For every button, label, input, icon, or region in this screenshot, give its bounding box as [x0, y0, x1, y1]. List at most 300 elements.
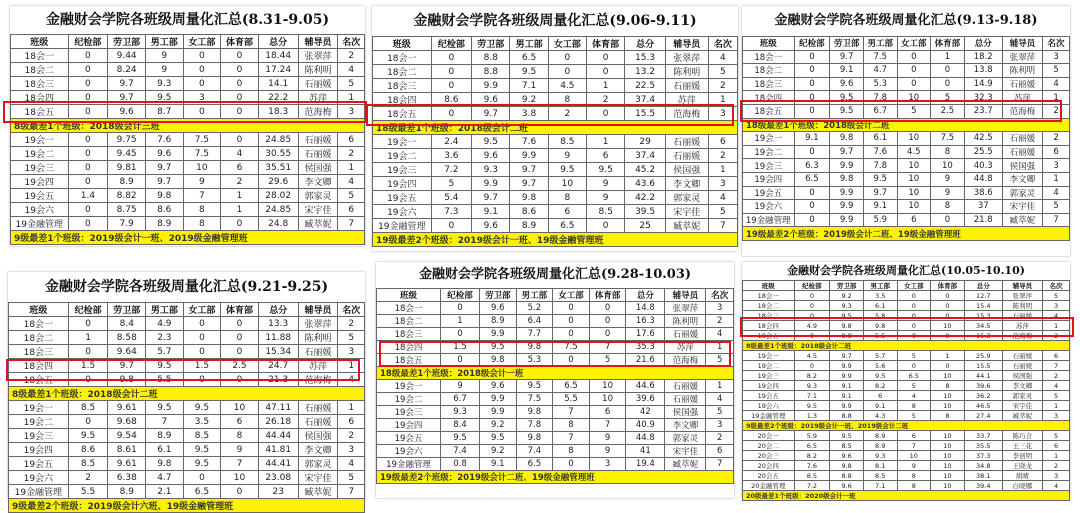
table-row	[373, 219, 738, 233]
table-cell: 6.1	[863, 301, 897, 311]
table-cell: 19会四	[9, 443, 69, 457]
note-text: 20级最差1个班级：2020级会计一班	[743, 491, 1070, 501]
table-cell: 13.8	[964, 64, 1002, 78]
table-cell: 15.3	[625, 51, 666, 65]
table-cell: 2.3	[146, 331, 184, 345]
worst-class-note	[373, 121, 738, 135]
table-cell: 宋宇佳	[1002, 401, 1042, 411]
table-cell: 5	[1043, 64, 1070, 78]
table-cell: 4.5	[794, 351, 830, 361]
table-cell: 18会四	[377, 341, 441, 354]
table-row	[743, 441, 1070, 451]
table-cell: 18会一	[743, 291, 795, 301]
table-cell: 8.5	[68, 457, 108, 471]
table-cell: 0	[931, 301, 965, 311]
table-cell: 5	[338, 471, 365, 485]
table-cell: 6	[708, 135, 737, 149]
table-cell: 5	[1043, 200, 1070, 214]
worst-class-note	[9, 387, 365, 401]
table-cell: 5.9	[794, 431, 830, 441]
note-text: 9级最差2个班级：2019级会计六班、19级金融管理班	[9, 499, 365, 513]
table-cell: 9.1	[479, 458, 516, 471]
column-header: 总分	[964, 281, 1002, 291]
table-cell: 5.5	[68, 485, 108, 499]
table-cell: 9.9	[830, 361, 864, 371]
table-cell: 9.5	[146, 359, 184, 373]
table-cell: 30.55	[258, 147, 298, 161]
table-row	[373, 65, 738, 79]
table-row	[743, 451, 1070, 461]
table-cell: 39.6	[626, 393, 665, 406]
table-cell: 9.5	[830, 91, 864, 105]
header-row	[743, 37, 1070, 51]
table-cell: 1	[338, 359, 365, 373]
table-cell: 19会六	[743, 200, 795, 214]
table-cell: 9.5	[441, 432, 480, 445]
table-cell: 9.8	[830, 172, 864, 186]
table-cell: 6.1	[863, 132, 897, 146]
table-cell: 41	[626, 445, 665, 458]
table-cell: 李文卿	[665, 177, 708, 191]
table-cell: 5	[897, 381, 931, 391]
note-text: 9级最差1个班级：2019级会计一班、2019级金融管理班	[11, 231, 365, 245]
table-cell: 8	[183, 217, 221, 231]
table-cell: 9.5	[479, 432, 516, 445]
table-row	[377, 432, 734, 445]
column-header: 男工部	[510, 37, 548, 51]
table-cell: 18会三	[9, 345, 69, 359]
table-cell: 10	[931, 321, 965, 331]
table-cell: 石丽媛	[665, 328, 706, 341]
table-cell: 8.9	[108, 485, 146, 499]
table-cell: 范海梅	[298, 105, 338, 119]
table-cell: 23.7	[964, 104, 1002, 118]
table-cell: 1	[931, 50, 965, 64]
table-cell: 7	[183, 189, 221, 203]
table-cell: 李文卿	[298, 443, 338, 457]
table-cell: 32.3	[964, 91, 1002, 105]
table-cell: 18会二	[377, 315, 441, 328]
table-cell: 王晓龙	[1002, 461, 1042, 471]
table-row	[9, 401, 365, 415]
table-cell: 8.61	[108, 443, 146, 457]
table-cell: 9.3	[830, 301, 864, 311]
table-cell: 6.3	[794, 159, 830, 173]
table-cell: 9.6	[472, 219, 510, 233]
score-table	[8, 302, 365, 513]
table-cell: 7.6	[863, 145, 897, 159]
table-cell: 8	[897, 481, 931, 491]
table-cell: 臧萃妮	[665, 458, 706, 471]
table-cell: 石丽媛	[1002, 311, 1042, 321]
table-cell: 8.6	[431, 93, 472, 107]
table-cell: 0	[794, 291, 830, 301]
table-cell: 1	[1043, 91, 1070, 105]
table-cell: 0	[897, 291, 931, 301]
table-cell: 5.8	[863, 311, 897, 321]
table-cell: 19会六	[377, 445, 441, 458]
table-cell: 17.24	[258, 63, 298, 77]
table-cell: 7.8	[516, 419, 553, 432]
table-cell: 0	[221, 49, 259, 63]
column-header: 辅导员	[1002, 37, 1042, 51]
table-cell: 0	[931, 291, 965, 301]
table-cell: 42.2	[625, 191, 666, 205]
table-cell: 8	[553, 445, 590, 458]
worst-class-note	[9, 499, 365, 513]
table-cell: 9.61	[108, 401, 146, 415]
table-cell: 1	[338, 161, 365, 175]
table-cell: 石丽媛	[298, 133, 338, 147]
table-row	[11, 133, 365, 147]
table-cell: 0	[553, 315, 590, 328]
table-cell: 0	[221, 133, 259, 147]
column-header: 体育部	[587, 37, 625, 51]
table-cell: 19会一	[11, 133, 69, 147]
table-row	[11, 77, 365, 91]
table-row	[11, 189, 365, 203]
table-cell: 0	[548, 51, 586, 65]
table-cell: 陈利明	[1002, 64, 1042, 78]
table-cell: 5	[338, 77, 365, 91]
table-cell: 1	[1043, 321, 1070, 331]
table-row	[11, 91, 365, 105]
table-cell: 苏萍	[1002, 321, 1042, 331]
table-cell: 19金融管理	[9, 485, 69, 499]
table-cell: 43.6	[625, 177, 666, 191]
table-cell: 4.9	[146, 317, 184, 331]
table-cell: 0	[183, 345, 221, 359]
table-cell: 9.7	[108, 77, 146, 91]
table-cell: 9.7	[830, 145, 864, 159]
table-cell: 25	[625, 219, 666, 233]
table-cell: 9.81	[108, 161, 146, 175]
table-cell: 6	[897, 431, 931, 441]
table-row	[743, 132, 1070, 146]
table-cell: 4	[1043, 381, 1070, 391]
panel-title: 金融财会学院各班级周量化汇总(9.13-9.18)	[774, 13, 1038, 28]
table-cell: 0	[68, 175, 108, 189]
table-cell: 0	[183, 63, 221, 77]
table-row	[11, 161, 365, 175]
table-cell: 9.54	[108, 429, 146, 443]
table-cell: 臧萃妮	[1002, 411, 1042, 421]
table-cell: 5	[1043, 431, 1070, 441]
table-cell: 0	[553, 302, 590, 315]
column-header: 班级	[377, 289, 441, 302]
table-cell: 18会五	[11, 105, 69, 119]
table-cell: 3	[589, 458, 626, 471]
table-cell: 6	[221, 415, 259, 429]
table-cell: 5.9	[863, 213, 897, 227]
score-table	[742, 36, 1070, 241]
table-cell: 3	[338, 345, 365, 359]
table-cell: 0	[931, 64, 965, 78]
table-cell: 6	[548, 205, 586, 219]
table-cell: 9.8	[479, 354, 516, 367]
table-cell: 宋宇佳	[298, 203, 338, 217]
column-header: 总分	[964, 37, 1002, 51]
table-cell: 9.5	[68, 429, 108, 443]
table-cell: 7.1	[863, 481, 897, 491]
table-cell: 9.5	[472, 135, 510, 149]
table-cell: 3	[706, 302, 734, 315]
table-cell: 9.9	[830, 213, 864, 227]
table-cell: 石丽媛	[665, 79, 708, 93]
table-cell: 李文卿	[1002, 172, 1042, 186]
table-row	[373, 205, 738, 219]
table-row	[377, 380, 734, 393]
table-cell: 5.6	[863, 361, 897, 371]
note-text: 9级最差2个班级：2019级会计一班、2019级会计二班	[743, 421, 1070, 431]
table-cell: 7.2	[431, 163, 472, 177]
column-header: 男工部	[145, 35, 183, 49]
table-row	[743, 301, 1070, 311]
table-cell: 9.9	[472, 177, 510, 191]
table-cell: 石丽媛	[1002, 77, 1042, 91]
table-cell: 18会三	[373, 79, 432, 93]
note-text: 18级最差1个班级：2018级会计二班	[373, 121, 738, 135]
table-row	[9, 457, 365, 471]
table-cell: 0	[897, 64, 931, 78]
table-cell: 0	[897, 50, 931, 64]
table-row	[377, 406, 734, 419]
table-cell: 9.6	[830, 77, 864, 91]
table-cell: 0	[68, 345, 108, 359]
note-text: 8级最差1个班级：2018级会计二班	[9, 387, 365, 401]
table-cell: 0	[221, 373, 259, 387]
table-cell: 6.7	[441, 393, 480, 406]
table-row	[377, 445, 734, 458]
table-cell: 9.7	[830, 50, 864, 64]
table-cell: 1	[706, 341, 734, 354]
table-cell: 9.1	[830, 381, 864, 391]
table-cell: 李文卿	[1002, 381, 1042, 391]
table-row	[743, 331, 1070, 341]
table-cell: 5.4	[431, 191, 472, 205]
table-cell: 20会二	[743, 441, 795, 451]
table-cell: 8.82	[108, 189, 146, 203]
table-cell: 1	[1043, 451, 1070, 461]
table-cell: 9.6	[830, 481, 864, 491]
table-cell: 5.2	[516, 302, 553, 315]
table-cell: 苏萍	[665, 341, 706, 354]
column-header: 体育部	[221, 303, 259, 317]
column-header: 女工部	[183, 303, 221, 317]
table-cell: 1	[338, 401, 365, 415]
table-cell: 0	[68, 133, 108, 147]
table-cell: 9.5	[830, 311, 864, 321]
panel-2	[372, 6, 738, 251]
table-cell: 15.4	[964, 301, 1002, 311]
table-cell: 3	[708, 107, 737, 121]
table-cell: 3	[183, 91, 221, 105]
table-cell: 18会五	[373, 107, 432, 121]
table-cell: 0	[431, 79, 472, 93]
table-cell: 9.9	[830, 200, 864, 214]
table-cell: 19金融管理	[743, 213, 795, 227]
table-cell: 1	[1043, 172, 1070, 186]
table-cell: 19.4	[626, 458, 665, 471]
table-cell: 7	[338, 217, 365, 231]
table-cell: 9.5	[587, 163, 625, 177]
table-cell: 0	[794, 91, 830, 105]
table-cell: 18会四	[743, 321, 795, 331]
table-cell: 6	[587, 149, 625, 163]
table-cell: 5	[897, 351, 931, 361]
table-cell: 8	[548, 191, 586, 205]
table-row	[373, 79, 738, 93]
table-cell: 6	[221, 161, 259, 175]
table-cell: 2	[708, 79, 737, 93]
worst-class-note	[11, 231, 365, 245]
table-cell: 25.9	[964, 351, 1002, 361]
table-cell: 9.9	[472, 79, 510, 93]
table-cell: 0	[553, 458, 590, 471]
table-cell: 宋宇佳	[298, 471, 338, 485]
table-cell: 苏萍	[298, 91, 338, 105]
table-row	[743, 351, 1070, 361]
table-row	[743, 431, 1070, 441]
column-header: 总分	[258, 303, 298, 317]
table-cell: 苏萍	[1002, 91, 1042, 105]
table-cell: 8.9	[479, 315, 516, 328]
table-cell: 宋宇佳	[1002, 200, 1042, 214]
table-cell: 1.5	[68, 359, 108, 373]
table-cell: 27.4	[964, 411, 1002, 421]
table-cell: 9.7	[510, 177, 548, 191]
table-cell: 9.5	[863, 371, 897, 381]
table-cell: 19会五	[377, 432, 441, 445]
table-cell: 9.1	[472, 205, 510, 219]
table-cell: 石丽媛	[298, 345, 338, 359]
table-cell: 9.7	[108, 359, 146, 373]
table-cell: 6.5	[794, 441, 830, 451]
table-cell: 3	[708, 177, 737, 191]
column-header: 班级	[743, 37, 795, 51]
column-header: 名次	[338, 303, 365, 317]
table-cell: 5	[338, 189, 365, 203]
table-cell: 8.9	[146, 429, 184, 443]
column-header: 女工部	[897, 37, 931, 51]
table-cell: 19会三	[743, 159, 795, 173]
table-cell: 9	[587, 177, 625, 191]
table-cell: 0	[553, 354, 590, 367]
table-cell: 8.24	[108, 63, 146, 77]
table-cell: 19会三	[373, 163, 432, 177]
table-cell: 0	[794, 311, 830, 321]
table-cell: 6	[897, 213, 931, 227]
table-cell: 44.8	[626, 432, 665, 445]
table-cell: 22.5	[625, 79, 666, 93]
table-cell: 18会一	[743, 50, 795, 64]
table-cell: 10	[931, 461, 965, 471]
table-cell: 19会四	[11, 175, 69, 189]
table-cell: 8	[931, 411, 965, 421]
table-cell: 侯国强	[1002, 159, 1042, 173]
table-cell: 19会四	[743, 172, 795, 186]
table-cell: 10	[897, 200, 931, 214]
table-cell: 44.41	[258, 457, 298, 471]
table-cell: 20会四	[743, 461, 795, 471]
table-cell: 2	[1043, 104, 1070, 118]
column-header: 男工部	[863, 281, 897, 291]
table-cell: 9.2	[830, 291, 864, 301]
table-cell: 14.8	[626, 302, 665, 315]
table-cell: 9.5	[516, 380, 553, 393]
table-cell: 2	[221, 175, 259, 189]
table-row	[377, 354, 734, 367]
table-cell: 9.2	[479, 445, 516, 458]
table-cell: 石丽媛	[665, 393, 706, 406]
table-cell: 石丽媛	[298, 401, 338, 415]
table-cell: 20会一	[743, 431, 795, 441]
table-cell: 臧萃妮	[298, 217, 338, 231]
table-row	[743, 200, 1070, 214]
table-cell: 5	[897, 104, 931, 118]
table-cell: 2.5	[221, 359, 259, 373]
table-cell: 6.5	[794, 172, 830, 186]
table-cell: 8.2	[794, 371, 830, 381]
table-cell: 8	[931, 200, 965, 214]
table-row	[377, 315, 734, 328]
column-header: 纪检部	[68, 303, 108, 317]
table-cell: 18会四	[373, 93, 432, 107]
table-cell: 8.8	[830, 411, 864, 421]
panel-5	[376, 262, 734, 498]
table-cell: 0	[221, 91, 259, 105]
table-cell: 4	[1043, 186, 1070, 200]
column-header: 纪检部	[441, 289, 480, 302]
table-cell: 4	[897, 391, 931, 401]
table-row	[743, 311, 1070, 321]
table-cell: 4	[338, 175, 365, 189]
table-cell: 9.2	[479, 419, 516, 432]
table-cell: 9.8	[863, 321, 897, 331]
table-cell: 0	[794, 200, 830, 214]
column-header: 纪检部	[431, 37, 472, 51]
column-header: 劳卫部	[472, 37, 510, 51]
table-cell: 臧萃妮	[298, 485, 338, 499]
table-cell: 10	[589, 393, 626, 406]
table-row	[9, 345, 365, 359]
table-cell: 7.8	[863, 159, 897, 173]
table-cell: 4	[708, 191, 737, 205]
table-cell: 20会五	[743, 471, 795, 481]
table-cell: 29	[625, 135, 666, 149]
table-row	[373, 191, 738, 205]
table-cell: 石丽媛	[1002, 145, 1042, 159]
table-row	[11, 105, 365, 119]
table-cell: 0	[431, 65, 472, 79]
table-cell: 白晓娜	[1002, 481, 1042, 491]
table-cell: 45.2	[625, 163, 666, 177]
table-cell: 0	[589, 328, 626, 341]
table-cell: 臧萃妮	[665, 219, 708, 233]
table-cell: 10	[931, 451, 965, 461]
column-header: 体育部	[221, 35, 259, 49]
table-cell: 44.8	[964, 172, 1002, 186]
column-header: 班级	[373, 37, 432, 51]
table-cell: 8.5	[587, 205, 625, 219]
panel-1	[10, 6, 365, 246]
column-header: 男工部	[863, 37, 897, 51]
table-cell: 24.8	[258, 217, 298, 231]
table-cell: 7.1	[510, 79, 548, 93]
table-cell: 16.3	[626, 315, 665, 328]
table-row	[373, 107, 738, 121]
table-row	[743, 401, 1070, 411]
